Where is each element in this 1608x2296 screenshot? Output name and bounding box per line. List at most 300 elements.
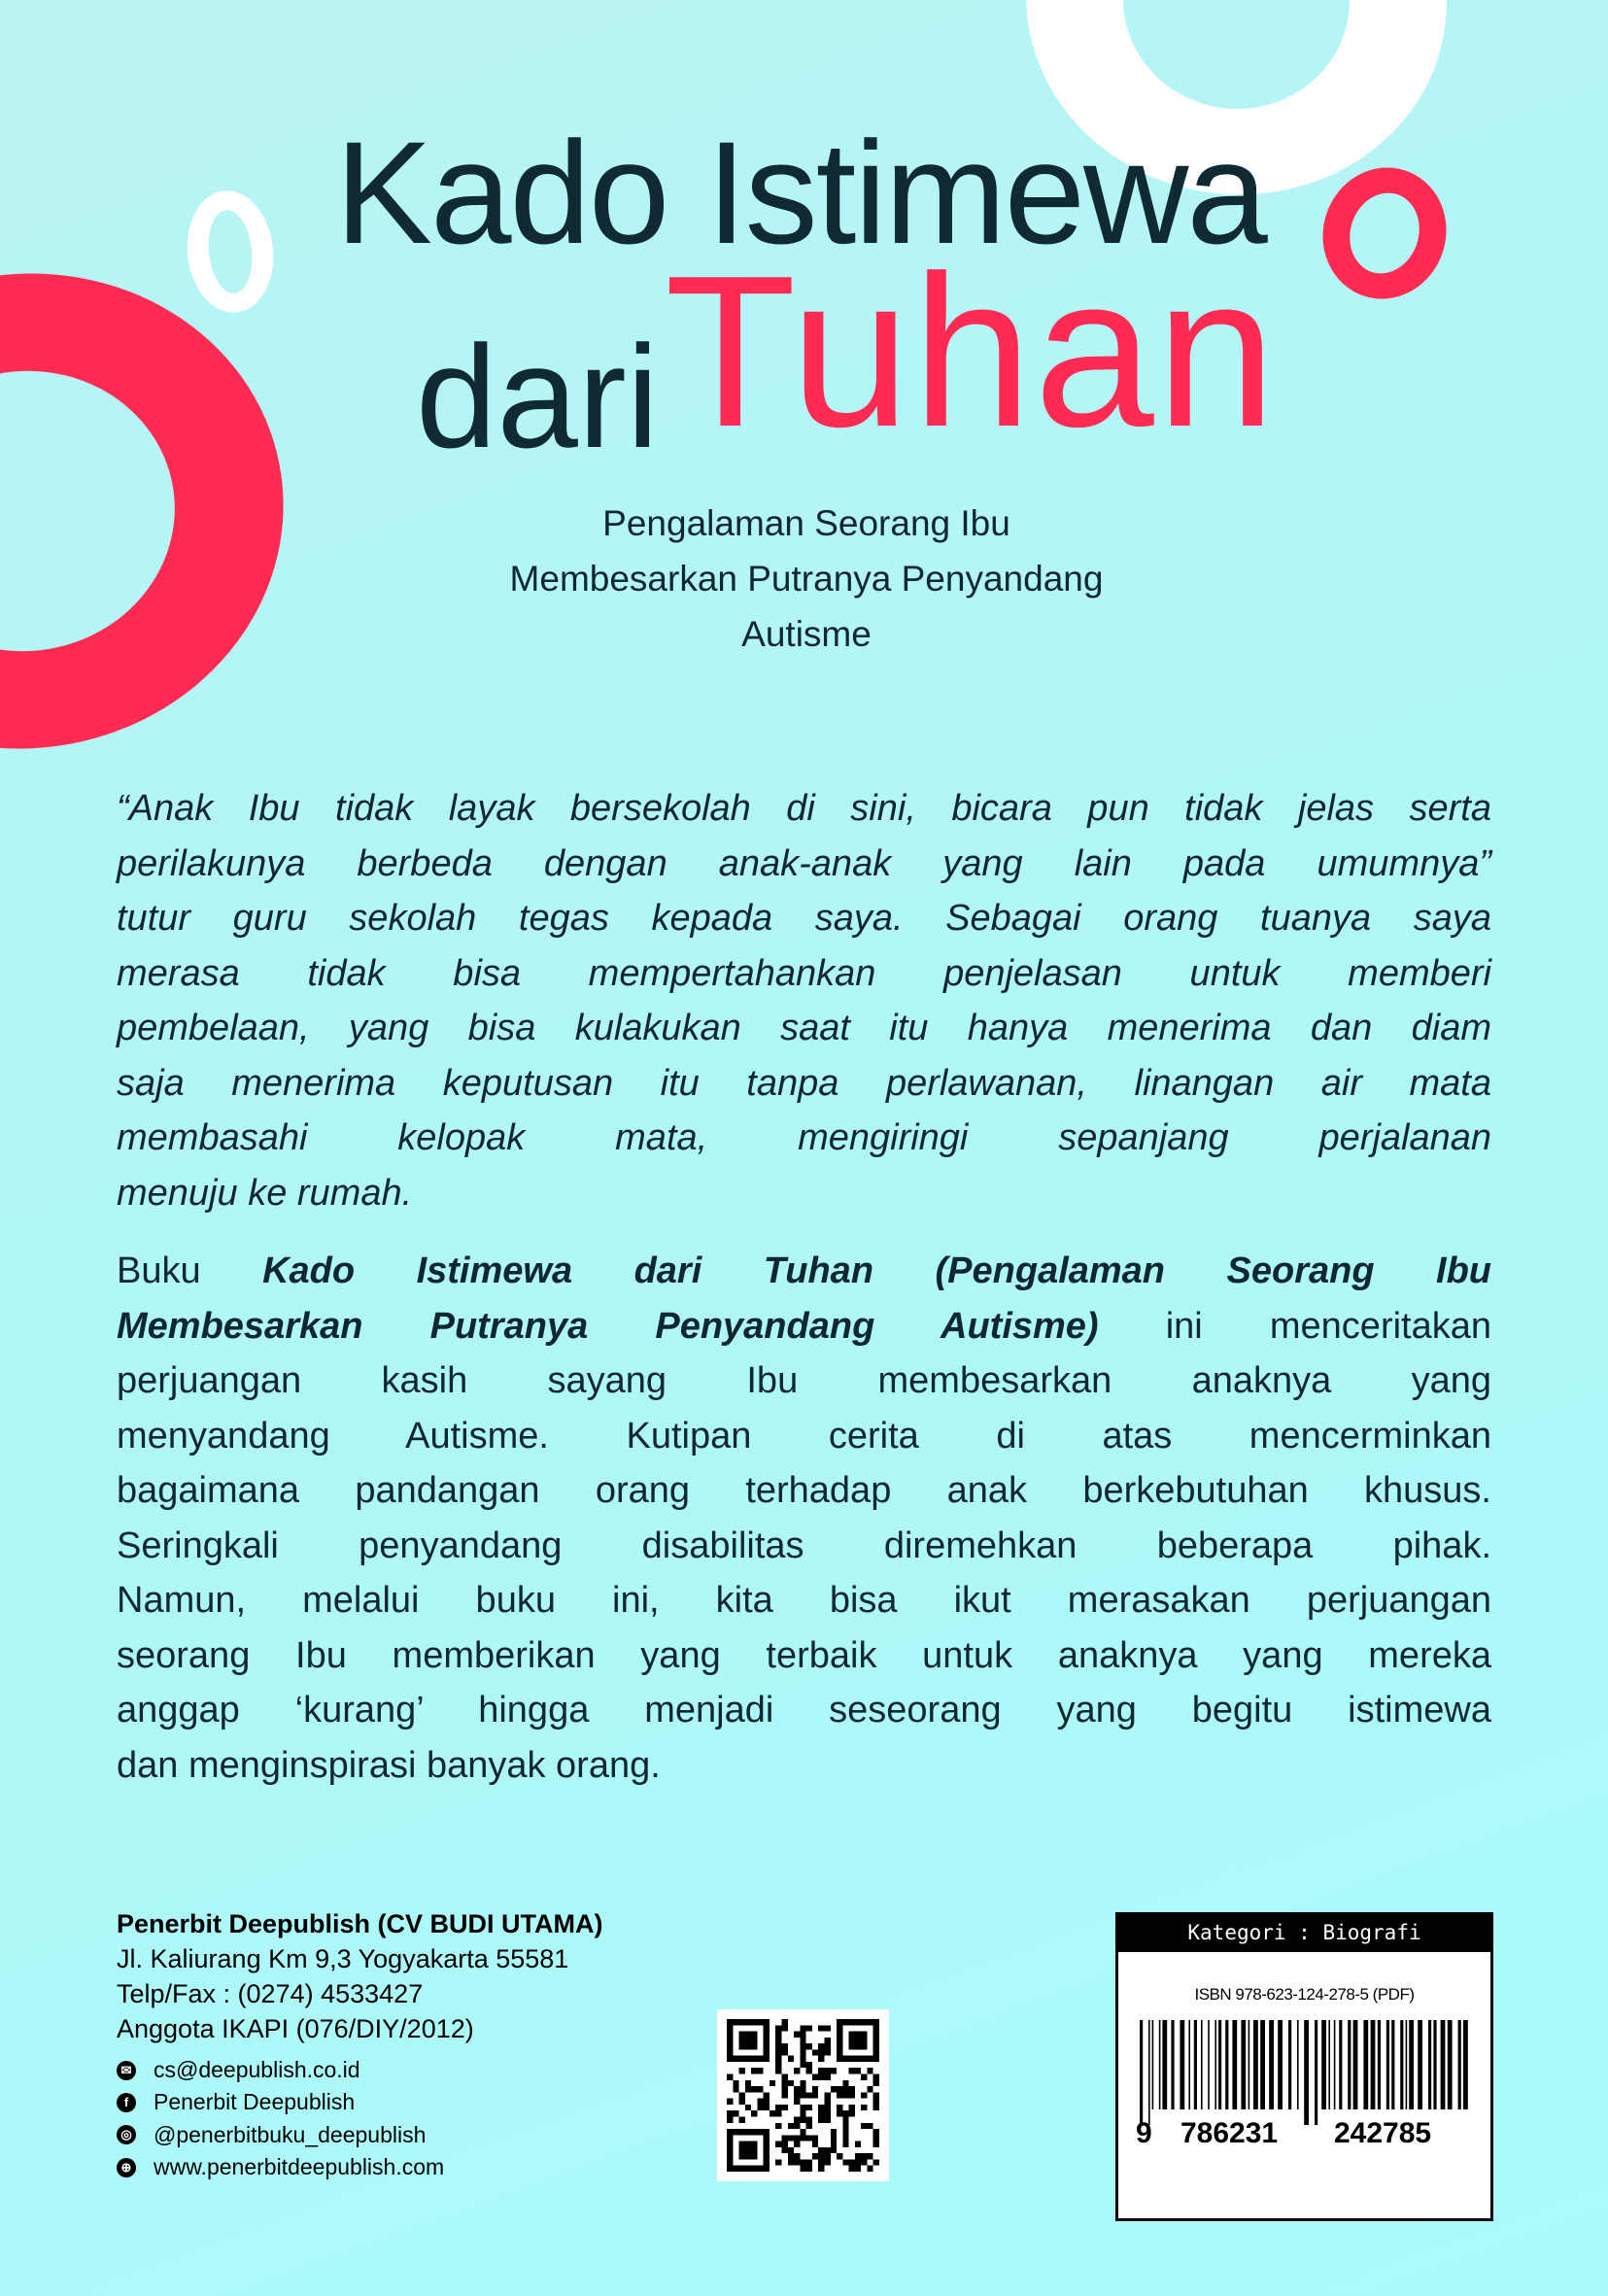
barcode-bar [1378, 2020, 1381, 2109]
paragraph-line [117, 1409, 1491, 1464]
qr-module [727, 2032, 733, 2038]
qr-module [861, 2019, 867, 2025]
qr-module [837, 2032, 842, 2038]
qr-module [775, 2038, 781, 2043]
qr-module [788, 2056, 794, 2062]
book-subtitle [418, 496, 1195, 662]
qr-module [806, 2092, 812, 2098]
paragraph-line [117, 1463, 1491, 1519]
qr-module [824, 2049, 830, 2055]
qr-module [745, 2038, 751, 2043]
barcode-bar [1441, 2020, 1446, 2109]
qr-module [739, 2129, 745, 2135]
qr-module [800, 2105, 805, 2110]
qr-module [757, 2068, 763, 2073]
qr-module [800, 2038, 805, 2043]
qr-module [775, 2159, 781, 2165]
qr-module [800, 2159, 805, 2165]
qr-module [727, 2147, 733, 2153]
qr-module [733, 2129, 738, 2135]
qr-module [800, 2056, 805, 2062]
qr-module [818, 2116, 824, 2122]
qr-module [855, 2153, 861, 2159]
qr-module [775, 2068, 781, 2073]
qr-module [739, 2116, 745, 2122]
qr-module [806, 2123, 812, 2129]
publisher-membership: Anggota IKAPI (076/DIY/2012) [117, 2014, 474, 2043]
text-segment: Seringkali penyandang disabilitas diremehkan beberapa pihak. [117, 1525, 1491, 1566]
barcode-bar [1241, 2020, 1246, 2109]
paragraph-line: perilakunya berbeda dengan anak-anak yang lain pada umumnya” [117, 842, 1491, 884]
facebook-icon: f [117, 2093, 136, 2112]
text-segment: perjuangan kasih sayang Ibu membesarkan anaknya yang [117, 1360, 1491, 1401]
qr-module [775, 2025, 781, 2031]
qr-module [837, 2038, 842, 2043]
qr-module [757, 2129, 763, 2135]
decorative-white-ring-small [182, 187, 280, 318]
paragraph-line [117, 1683, 1491, 1738]
qr-module [861, 2032, 867, 2038]
paragraph-line [117, 1354, 1491, 1409]
qr-module [733, 2110, 738, 2116]
qr-module [842, 2019, 848, 2025]
qr-module [812, 2074, 818, 2080]
qr-module [849, 2043, 855, 2049]
qr-module [764, 2019, 770, 2025]
qr-module [782, 2135, 788, 2141]
qr-module [855, 2043, 861, 2049]
qr-module [727, 2153, 733, 2159]
qr-module [849, 2019, 855, 2025]
qr-module [855, 2166, 861, 2172]
text-segment: seorang Ibu memberikan yang terbaik untuk anaknya yang mereka [117, 1634, 1491, 1676]
subtitle-line: Membesarkan Putranya Penyandang [509, 559, 1104, 599]
book-title-reference: Membesarkan Putranya Penyandang Autisme) [117, 1305, 1099, 1347]
barcode-bar [1232, 2020, 1237, 2109]
qr-module [751, 2043, 757, 2049]
text-segment: dan menginspirasi banyak orang. [117, 1744, 661, 1786]
barcode-bar [1363, 2020, 1368, 2109]
qr-module [842, 2092, 848, 2098]
qr-module [757, 2086, 763, 2092]
qr-module [739, 2043, 745, 2049]
contact-item [117, 2054, 444, 2086]
qr-module [745, 2019, 751, 2025]
paragraph-line: membasahi kelopak mata, mengiringi sepanjang perjalanan [117, 1117, 1491, 1158]
qr-module [794, 2116, 800, 2122]
qr-module [873, 2080, 879, 2086]
qr-module [745, 2153, 751, 2159]
paragraph-line: menuju ke rumah. [117, 1172, 413, 1214]
qr-module [727, 2099, 733, 2105]
qr-module [788, 2159, 794, 2165]
qr-module [842, 2129, 848, 2135]
barcode-bar [1208, 2020, 1210, 2109]
publisher-info [117, 1906, 603, 2046]
barcode-bar [1448, 2020, 1453, 2109]
qr-module [775, 2105, 781, 2110]
qr-module [812, 2135, 818, 2141]
qr-module [873, 2142, 879, 2147]
qr-module [806, 2062, 812, 2068]
qr-module [824, 2159, 830, 2165]
qr-module [849, 2056, 855, 2062]
qr-module [757, 2166, 763, 2172]
qr-module [806, 2105, 812, 2110]
qr-module [764, 2049, 770, 2055]
paragraph-line: pembelaan, yang bisa kulakukan saat itu hanya menerima dan diam [117, 1008, 1491, 1048]
qr-module [867, 2019, 872, 2025]
barcode-bar [1463, 2020, 1468, 2109]
book-title-reference: Kado Istimewa dari Tuhan (Pengalaman Seorang Ibu [262, 1251, 1491, 1291]
qr-module [739, 2056, 745, 2062]
qr-module [849, 2092, 855, 2098]
qr-module [855, 2056, 861, 2062]
qr-module [861, 2074, 867, 2080]
qr-module [788, 2123, 794, 2129]
qr-module [818, 2147, 824, 2153]
qr-module [727, 2135, 733, 2141]
decorative-red-ring-small [1306, 152, 1463, 315]
qr-module [824, 2068, 830, 2073]
text-segment: Buku [117, 1251, 263, 1291]
qr-module [818, 2068, 824, 2073]
qr-module [739, 2153, 745, 2159]
qr-module [775, 2056, 781, 2062]
contact-item [117, 2151, 444, 2183]
qr-module [757, 2099, 763, 2105]
qr-module [739, 2019, 745, 2025]
qr-module [855, 2142, 861, 2147]
qr-module [837, 2056, 842, 2062]
qr-module [806, 2068, 812, 2073]
barcode-bar [1152, 2020, 1154, 2109]
qr-module [782, 2080, 788, 2086]
qr-module [800, 2135, 805, 2141]
qr-module [873, 2019, 879, 2025]
qr-module [775, 2123, 781, 2129]
qr-module [788, 2153, 794, 2159]
barcode-bar [1140, 2020, 1143, 2125]
qr-module [770, 2080, 775, 2086]
qr-module [849, 2166, 855, 2172]
qr-module [794, 2068, 800, 2073]
qr-module [764, 2092, 770, 2098]
qr-module [861, 2153, 867, 2159]
qr-module [745, 2147, 751, 2153]
paragraph-line [117, 1628, 1491, 1684]
qr-module [782, 2092, 788, 2098]
qr-module [873, 2105, 879, 2110]
qr-module [733, 2166, 738, 2172]
qr-module [727, 2110, 733, 2116]
qr-module [837, 2105, 842, 2110]
qr-module [818, 2159, 824, 2165]
qr-module [812, 2086, 818, 2092]
barcode-bars [1140, 2020, 1470, 2125]
isbn-barcode-box [1115, 1912, 1493, 2221]
qr-module [794, 2099, 800, 2105]
text-segment: anggap ‘kurang’ hingga menjadi seseorang yang begitu istimewa [117, 1690, 1491, 1731]
qr-module [837, 2153, 842, 2159]
qr-module [842, 2056, 848, 2062]
qr-module [782, 2086, 788, 2092]
qr-module [837, 2092, 842, 2098]
qr-module [861, 2043, 867, 2049]
qr-module [775, 2110, 781, 2116]
qr-module [855, 2032, 861, 2038]
qr-module [812, 2092, 818, 2098]
text-segment: menyandang Autisme. Kutipan cerita di atas mencerminkan [117, 1415, 1491, 1456]
barcode-bar [1218, 2020, 1221, 2109]
text-segment: Namun, melalui buku ini, kita bisa ikut merasakan perjuangan [117, 1580, 1491, 1621]
qr-module [745, 2080, 751, 2086]
qr-module [800, 2062, 805, 2068]
barcode-digits-left: 786231 [1180, 2117, 1279, 2149]
qr-module [842, 2123, 848, 2129]
qr-module [764, 2056, 770, 2062]
qr-module [800, 2166, 805, 2172]
qr-module [745, 2142, 751, 2147]
qr-module [837, 2019, 842, 2025]
barcode-bar [1353, 2020, 1358, 2109]
barcode-bar [1278, 2020, 1283, 2109]
qr-module [794, 2153, 800, 2159]
qr-module [831, 2147, 837, 2153]
qr-module [800, 2049, 805, 2055]
qr-module [782, 2019, 788, 2025]
publisher-phone: Telp/Fax : (0274) 4533427 [117, 1979, 424, 2008]
paragraph-line [117, 1573, 1491, 1628]
contact-text: cs@deepublish.co.id [154, 2057, 360, 2082]
qr-module [867, 2086, 872, 2092]
qr-module [806, 2159, 812, 2165]
qr-module [867, 2056, 872, 2062]
qr-module [782, 2074, 788, 2080]
barcode-bar [1215, 2020, 1216, 2109]
qr-module [849, 2038, 855, 2043]
barcode-bar [1180, 2020, 1184, 2109]
qr-module [873, 2159, 879, 2165]
qr-module [751, 2056, 757, 2062]
barcode-bar [1148, 2020, 1150, 2125]
barcode-bar [1304, 2020, 1309, 2125]
qr-module [818, 2153, 824, 2159]
qr-module [861, 2092, 867, 2098]
barcode-bar [1162, 2020, 1167, 2109]
qr-module [842, 2080, 848, 2086]
qr-module [800, 2092, 805, 2098]
qr-module [831, 2086, 837, 2092]
barcode-bar [1458, 2020, 1461, 2109]
barcode-bar [1269, 2020, 1274, 2109]
qr-module [782, 2025, 788, 2031]
qr-module [812, 2153, 818, 2159]
barcode-digit-first: 9 [1136, 2117, 1152, 2149]
qr-module [764, 2099, 770, 2105]
barcode-bar [1249, 2020, 1250, 2109]
qr-module [733, 2080, 738, 2086]
qr-module [757, 2105, 763, 2110]
qr-module [764, 2032, 770, 2038]
qr-module [745, 2056, 751, 2062]
qr-module [764, 2166, 770, 2172]
qr-module [800, 2032, 805, 2038]
qr-module [873, 2038, 879, 2043]
qr-module [849, 2105, 855, 2110]
qr-module [873, 2056, 879, 2062]
qr-module [727, 2025, 733, 2031]
barcode-bar [1260, 2020, 1265, 2109]
barcode-bar [1188, 2020, 1190, 2109]
qr-module [837, 2025, 842, 2031]
qr-module [873, 2135, 879, 2141]
qr-module [818, 2049, 824, 2055]
barcode-bar [1159, 2020, 1161, 2109]
qr-module [794, 2159, 800, 2165]
qr-module [775, 2142, 781, 2147]
paragraph-line: saja menerima keputusan itu tanpa perlawanan, linangan air mata [117, 1062, 1491, 1104]
barcode-bar [1386, 2020, 1389, 2109]
qr-module [751, 2142, 757, 2147]
qr-module [782, 2049, 788, 2055]
barcode-bar [1400, 2020, 1403, 2109]
barcode-bar [1288, 2020, 1291, 2109]
qr-module [824, 2147, 830, 2153]
qr-module [824, 2099, 830, 2105]
qr-code [717, 2009, 889, 2181]
qr-module [849, 2159, 855, 2165]
qr-module [812, 2142, 818, 2147]
qr-module [842, 2135, 848, 2141]
qr-module [782, 2105, 788, 2110]
qr-module [775, 2062, 781, 2068]
qr-module [775, 2043, 781, 2049]
qr-module [794, 2123, 800, 2129]
qr-module [873, 2099, 879, 2105]
contact-text: Penerbit Deepublish [154, 2089, 356, 2115]
text-segment: bagaimana pandangan orang terhadap anak berkebutuhan khusus. [117, 1470, 1491, 1511]
qr-module [873, 2129, 879, 2135]
qr-module [873, 2092, 879, 2098]
paragraph-line: tutur guru sekolah tegas kepada saya. Sebagai orang tuanya saya [117, 898, 1491, 939]
qr-module [800, 2043, 805, 2049]
instagram-icon: ◎ [117, 2125, 136, 2144]
qr-module [861, 2159, 867, 2165]
qr-module [861, 2105, 867, 2110]
qr-module [727, 2129, 733, 2135]
qr-module [764, 2142, 770, 2147]
qr-module [745, 2032, 751, 2038]
contact-text: @penerbitbuku_deepublish [154, 2121, 427, 2147]
barcode-digits-right: 242785 [1334, 2117, 1432, 2149]
qr-module [727, 2049, 733, 2055]
qr-module [794, 2092, 800, 2098]
qr-module [739, 2147, 745, 2153]
qr-module [751, 2166, 757, 2172]
qr-module [739, 2092, 745, 2098]
qr-module [775, 2032, 781, 2038]
qr-module [855, 2038, 861, 2043]
paragraph-line [117, 1738, 1491, 1794]
qr-module [757, 2019, 763, 2025]
paragraph-line [117, 1519, 1491, 1574]
qr-module [855, 2159, 861, 2165]
qr-module [824, 2043, 830, 2049]
barcode-bar [1328, 2020, 1330, 2109]
qr-module [837, 2086, 842, 2092]
qr-module [824, 2074, 830, 2080]
qr-module [861, 2123, 867, 2129]
qr-module [788, 2147, 794, 2153]
qr-module [775, 2049, 781, 2055]
qr-module [824, 2038, 830, 2043]
qr-module [873, 2043, 879, 2049]
qr-module [727, 2166, 733, 2172]
paragraph-line [117, 1244, 1491, 1299]
publisher-contacts [117, 2054, 444, 2183]
qr-module [794, 2142, 800, 2147]
qr-module [842, 2086, 848, 2092]
barcode-bar [1433, 2020, 1436, 2109]
qr-module [764, 2147, 770, 2153]
qr-module [806, 2116, 812, 2122]
barcode-bar [1418, 2020, 1422, 2109]
qr-module [739, 2099, 745, 2105]
qr-module [727, 2074, 733, 2080]
qr-module [757, 2056, 763, 2062]
qr-module [751, 2147, 757, 2153]
qr-module [794, 2135, 800, 2141]
qr-module [764, 2153, 770, 2159]
qr-module [806, 2135, 812, 2141]
qr-module [867, 2166, 872, 2172]
qr-module [867, 2068, 872, 2073]
qr-module [824, 2025, 830, 2031]
qr-module [800, 2129, 805, 2135]
qr-module [751, 2110, 757, 2116]
qr-module [812, 2049, 818, 2055]
qr-module [831, 2068, 837, 2073]
barcode-bar [1371, 2020, 1376, 2109]
qr-module [727, 2142, 733, 2147]
qr-module [824, 2153, 830, 2159]
isbn-number: ISBN 978-623-124-278-5 (PDF) [1194, 1985, 1415, 2004]
qr-module [873, 2074, 879, 2080]
qr-module [751, 2086, 757, 2092]
qr-module [745, 2105, 751, 2110]
qr-module [849, 2068, 855, 2073]
qr-module [739, 2166, 745, 2172]
qr-module [842, 2142, 848, 2147]
qr-module [794, 2032, 800, 2038]
qr-module [727, 2116, 733, 2122]
paragraph-line: “Anak Ibu tidak layak bersekolah di sini, bicara pun tidak jelas serta [117, 788, 1491, 829]
qr-module [818, 2166, 824, 2172]
qr-module [837, 2043, 842, 2049]
category-label: Kategori : Biografi [1118, 1915, 1490, 1952]
barcode-bar [1201, 2020, 1203, 2109]
barcode-bar [1428, 2020, 1431, 2109]
barcode-bar [1321, 2020, 1326, 2109]
qr-module [751, 2032, 757, 2038]
qr-module [751, 2129, 757, 2135]
barcode-bar [1194, 2020, 1197, 2109]
qr-module [733, 2056, 738, 2062]
qr-module [800, 2025, 805, 2031]
qr-module [727, 2056, 733, 2062]
publisher-address: Jl. Kaliurang Km 9,3 Yogyakarta 55581 [117, 1944, 569, 1973]
